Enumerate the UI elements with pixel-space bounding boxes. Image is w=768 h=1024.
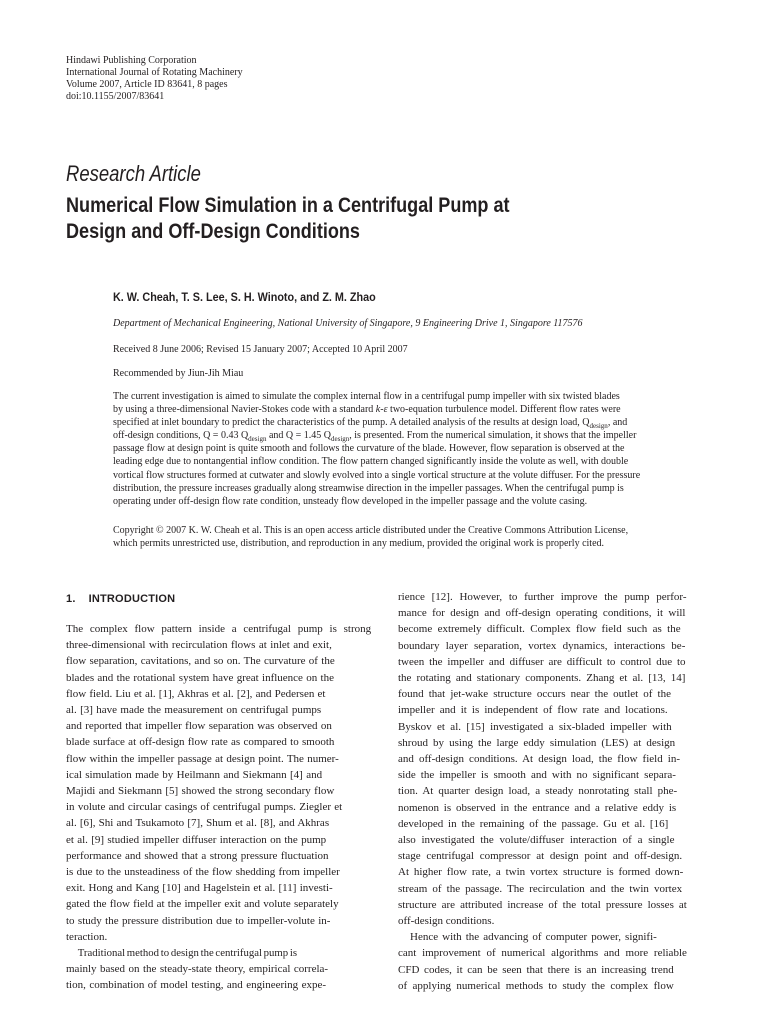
- paper-title: [66, 193, 510, 245]
- abstract-line: by using a three-dimensional Navier-Stokes code with a standard k-ε two-equation turbulence model. Different flow rates were: [113, 404, 621, 416]
- body-text-line: cant improvement of numerical algorithms and more reliable: [398, 947, 687, 960]
- abstract-line: passage flow at design point is quite smooth and follows the curvature of the blade. However, flow separation is observed at the: [113, 443, 625, 455]
- body-text-line: At higher flow rate, a twin vortex structure is formed down-: [398, 866, 684, 879]
- body-text-line: also investigated the volute/diffuser interaction of a single: [398, 834, 675, 847]
- body-text-line: ical simulation made by Heilmann and Siekmann [4] and: [66, 768, 323, 781]
- body-text-line: al. [3] have made the measurement on centrifugal pumps: [66, 704, 322, 717]
- copyright-line: which permits unrestricted use, distribution, and reproduction in any medium, provided the original work is properly cited.: [113, 538, 605, 550]
- body-text-line: flow separation, cavitations, and so on. The curvature of the: [66, 655, 335, 668]
- body-text-line: boundary layer separation, vortex dynamics, interactions be-: [398, 639, 686, 652]
- body-text-line: three-dimensional with recirculation flows at inlet and exit,: [66, 639, 332, 652]
- abstract-line: distribution, the pressure increases gradually along streamwise direction in the impeller passages. When the centrifugal pump is: [113, 482, 624, 494]
- body-text-line: teraction.: [66, 930, 108, 943]
- body-text-line: stage centrifugal compressor at design point and off-design.: [398, 850, 683, 863]
- body-column-right: [398, 589, 687, 994]
- body-text-line: of applying numerical methods to study the complex flow: [398, 979, 674, 992]
- copyright-line: Copyright © 2007 K. W. Cheah et al. This is an open access article distributed under the Creative Commons Attribution License,: [113, 525, 629, 536]
- author-list: K. W. Cheah, T. S. Lee, S. H. Winoto, and Z. M. Zhao: [113, 290, 376, 304]
- article-type: Research Article: [66, 161, 201, 186]
- body-text-line: become extremely difficult. Complex flow field such as the: [398, 623, 681, 636]
- body-text-line: Byskov et al. [15] investigated a six-bladed impeller with: [398, 720, 672, 733]
- body-text-line: nomenon is observed in the entrance and a relative eddy is: [398, 801, 677, 814]
- body-text-line: found that jet-wake structure occurs near the outlet of the: [398, 688, 671, 701]
- body-text-line: The complex flow pattern inside a centrifugal pump is strong: [66, 623, 372, 635]
- doi: doi:10.1155/2007/83641: [66, 91, 165, 102]
- publisher-name: Hindawi Publishing Corporation: [66, 55, 197, 66]
- body-text-line: rience [12]. However, to further improve the pump perfor-: [398, 591, 687, 603]
- body-text-line: is due to the unsteadiness of the flow shedding from impeller: [66, 866, 340, 879]
- body-text-line: side the impeller is smooth and with no significant separa-: [398, 769, 676, 782]
- body-text-line: stream of the passage. The recirculation and the twin vortex: [398, 882, 683, 895]
- body-text-line: blade surface at off-design flow rate as compared to smooth: [66, 736, 335, 749]
- abstract-line: operating under off-design flow rate condition, unsteady flow developed in the impeller passage and the volute casing.: [113, 495, 588, 507]
- publication-dates: Received 8 June 2006; Revised 15 January 2007; Accepted 10 April 2007: [113, 344, 408, 355]
- body-text-line: the rotating and stationary components. Zhang et al. [13, 14]: [398, 672, 686, 685]
- body-text-line: mainly based on the steady-state theory, empirical correla-: [66, 963, 329, 976]
- body-text-line: developed in the remaining of the passage. Gu et al. [16]: [398, 817, 669, 830]
- title-line: Design and Off-Design Conditions: [66, 220, 360, 243]
- abstract-line: vortical flow structures formed at cutwater and slowly evolved into a single vortical structure at the volute diffuser. For the pressure: [113, 469, 641, 481]
- body-text-line: flow within the impeller passage at design point. The numer-: [66, 752, 339, 765]
- abstract-line: The current investigation is aimed to simulate the complex internal flow in a centrifugal pump impeller with six twisted blades: [113, 391, 620, 402]
- body-text-line: tion, combination of model testing, and engineering expe-: [66, 979, 327, 992]
- body-text-line: et al. [9] studied impeller diffuser interaction on the pump: [66, 833, 327, 846]
- body-text-line: and reported that impeller flow separation was observed on: [66, 720, 332, 733]
- body-text-line: Traditional method to design the centrifugal pump is: [77, 947, 298, 960]
- abstract-line: leading edge due to nontangential inflow condition. The flow pattern changed significantly inside the volute as well, with double: [113, 456, 629, 468]
- body-text-line: exit. Hong and Kang [10] and Hagelstein et al. [11] investi-: [66, 882, 333, 895]
- citation-header: [66, 55, 243, 103]
- journal-name: International Journal of Rotating Machinery: [66, 67, 243, 78]
- body-text-line: performance and showed that a strong pressure fluctuation: [66, 849, 329, 862]
- body-text-line: CFD codes, it can be seen that there is an increasing trend: [398, 963, 674, 976]
- abstract: [113, 390, 640, 508]
- body-text-line: and off-design conditions. At design load, the flow field in-: [398, 753, 681, 766]
- volume-info: Volume 2007, Article ID 83641, 8 pages: [66, 79, 228, 90]
- body-text-line: tion. At quarter design load, a steady nonrotating stall phe-: [398, 785, 678, 798]
- body-text-line: structure are attributed increase of the total pressure losses at: [398, 898, 687, 911]
- affiliation: Department of Mechanical Engineering, National University of Singapore, 9 Engineering Drive 1, Singapore 117576: [113, 318, 583, 329]
- title-line: Numerical Flow Simulation in a Centrifugal Pump at: [66, 194, 510, 217]
- abstract-line: specified at inlet boundary to predict the characteristics of the pump. A detailed analysis of the results at design load, $Q_{design}$, and: [113, 417, 628, 431]
- section-heading: 1. INTRODUCTION: [66, 593, 176, 605]
- body-text-line: to study the pressure distribution due to impeller-volute in-: [66, 914, 331, 927]
- abstract-line: off-design conditions, Q = 0.43 $Q_{design}$ and Q = 1.45 $Q_{design}$, is presented. From the numerical simulation, it shows that the impeller: [113, 430, 637, 444]
- body-column-left: [66, 621, 371, 994]
- body-text-line: gated the flow field at the impeller exit and volute separately: [66, 898, 339, 911]
- body-text-line: in volute and circular casings of centrifugal pumps. Ziegler et: [66, 801, 343, 814]
- body-text-line: flow field. Liu et al. [1], Akhras et al. [2], and Pedersen et: [66, 687, 326, 700]
- body-text-line: tween the impeller and diffuser are difficult to control due to: [398, 655, 686, 668]
- body-text-line: mance for design and off-design operating conditions, it will: [398, 607, 686, 620]
- body-text-line: Hence with the advancing of computer power, signifi-: [410, 931, 657, 944]
- body-text-line: blades and the rotational system have great influence on the: [66, 671, 334, 684]
- body-text-line: al. [6], Shi and Tsukamoto [7], Shum et al. [8], and Akhras: [66, 817, 330, 830]
- body-text-line: Majidi and Siekmann [5] showed the strong secondary flow: [66, 785, 335, 798]
- body-text-line: off-design conditions.: [398, 915, 495, 928]
- body-text-line: shroud by using the large eddy simulation (LES) at design: [398, 736, 676, 749]
- copyright-notice: [113, 524, 628, 551]
- recommended-by: Recommended by Jiun-Jih Miau: [113, 368, 244, 379]
- body-text-line: impeller and it is independent of flow rate and locations.: [398, 704, 668, 717]
